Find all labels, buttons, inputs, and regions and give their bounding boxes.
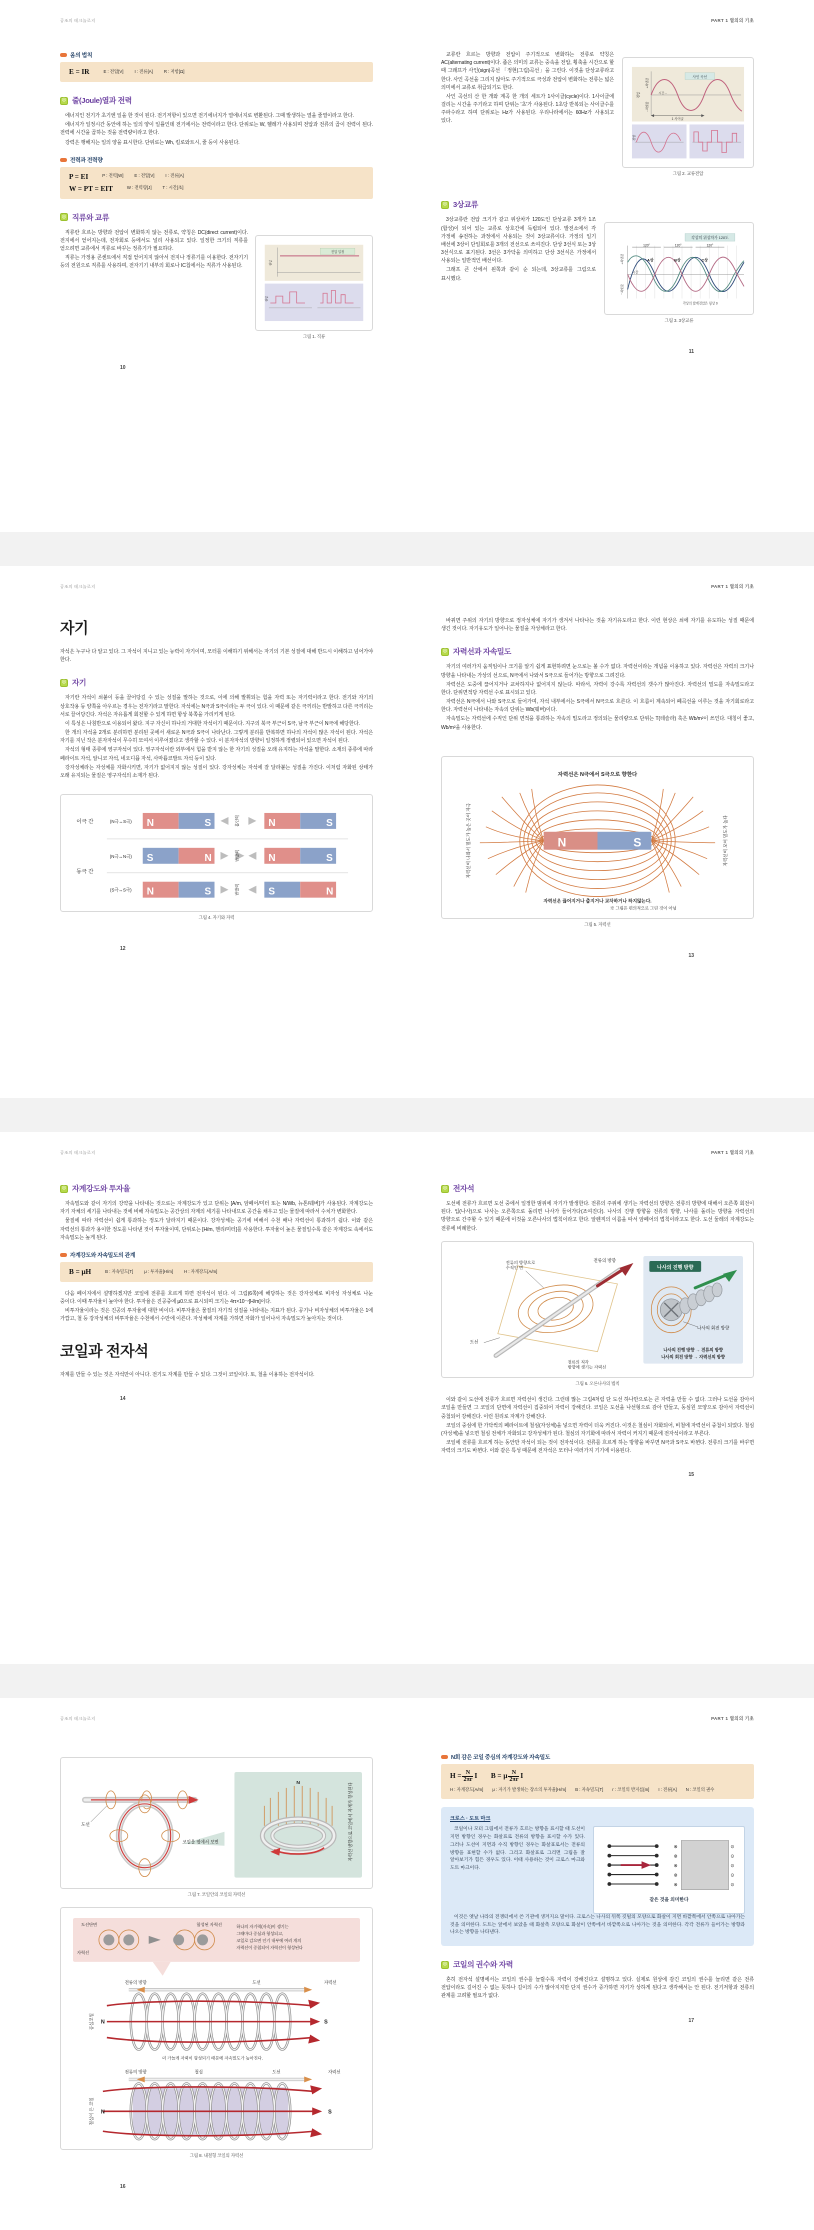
green-square-icon: ◎ bbox=[61, 1185, 67, 1191]
tip-text-column bbox=[450, 1826, 585, 1873]
paragraph: 바뀌면 주위의 자기의 방향으로 정자성체에 자기가 생겨서 나타나는 것을 자기유도라고 한다. 이런 현상은 쇠에 자기를 유도하는 성질 때문에 생긴 것이다. 자기유도가 일어나는 물질을 자성체라고 한다. bbox=[441, 618, 754, 633]
field-lines-svg bbox=[448, 763, 747, 913]
paragraph: 다음 페이지에서 설명하겠지만 코일에 전류를 흐르게 하면 전자석이 된다. 이 그림(6쪽)에 해당하는 것은 강자성체로 비자성 자성체로 나눈 중이다. 이때 투자율이 높아야 한다. 투자율은 진공중에 µ0으로 표시되며 크기는 4π×10⁻⁷[H/m]이다. bbox=[60, 1290, 373, 1306]
svg-text:공심코일: 공심코일 bbox=[88, 2012, 94, 2030]
page-number: 13 bbox=[688, 953, 694, 960]
figure-caption: 그림 7. 코일안의 코일의 자력선 bbox=[187, 1891, 246, 1897]
tip-row bbox=[450, 1826, 745, 1914]
green-square-icon: ◎ bbox=[442, 1961, 448, 1968]
solenoid-svg bbox=[67, 1914, 366, 2143]
def-item: H : 자계강도[A/m] bbox=[184, 1268, 218, 1274]
svg-text:방향에 생기는 자력선: 방향에 생기는 자력선 bbox=[567, 1364, 607, 1370]
svg-text:자력선: 자력선 bbox=[328, 2069, 341, 2075]
paragraph: 물질에 따라 자력선이 쉽게 통과하는 정도가 달라지기 때문이다. 강자성체는 공기에 비해서 수천 배나 자력선이 통과하기 쉽다. 이와 같은 자력선의 통과가 용이한 정도를 나타낸 것이 투자율이며, 단위로는 [H/m, 헨리/미터]를 사용한다. 투자율이 높은 물질일수록 같은 자계강도 속에서도 자속밀도는 높게 된다. bbox=[60, 1218, 373, 1241]
svg-text:도선단면: 도선단면 bbox=[80, 1921, 98, 1927]
paragraph: 사인 곡선의 산 한 개와 계곡 한 개의 세트가 1사이클(cycle)이다. 1사이클에 걸리는 시간을 주기라고 하며 단위는 '초'가 사용된다. 1초당 반복되는 사이클수를 주파수라고 하며 단위로는 Hz가 사용된다. 우리나라에서는 60Hz가 사용되고 있다. bbox=[441, 93, 614, 125]
formula-box-ohms-law bbox=[60, 62, 373, 82]
paragraph: 직류는 가정용 콘센트에서 직접 얻어지지 않아서 전지나 정류기를 이용한다. 전자기기 등의 전원으로 직류를 사용하며, 전자기기 내부의 회로나 IC칩에서는 직류가 사용된다. bbox=[60, 255, 248, 270]
green-square-icon: ◎ bbox=[442, 1185, 448, 1191]
three-phase-ac-svg bbox=[611, 229, 747, 308]
figure-solenoid bbox=[60, 1907, 373, 2150]
svg-text:B상: B상 bbox=[674, 258, 681, 263]
svg-text:N: N bbox=[204, 852, 212, 864]
def-item: r : 코일의 반지름[m] bbox=[612, 1787, 650, 1792]
svg-text:전류의 방향: 전류의 방향 bbox=[593, 1257, 616, 1263]
paragraph: 강자성체라는 자성체를 자화시키면, 자기가 없어지지 않는 성질이 있다. 강자성체는 자석에 잘 달라붙는 성질을 가진다. 이처럼 자화된 상태가 오래 유지되는 물질은 영구자석의 소재가 된다. bbox=[60, 764, 373, 779]
paragraph: 자속밀도는 자력선에 수직인 단위 면적을 통과하는 자속의 밀도라고 정의되는 물리량으로 단위는 T(테슬라) 혹은 Wb/m²이 쓰인다. 대칭이 좋고, Wb/m²을 사용한다. bbox=[441, 716, 754, 731]
formula-title-power bbox=[60, 156, 373, 164]
formula-box-coil-turns bbox=[441, 1764, 754, 1799]
svg-text:+최댓값: +최댓값 bbox=[645, 78, 650, 89]
screw-rule-svg bbox=[448, 1248, 747, 1372]
spread-separator bbox=[0, 532, 814, 566]
formula-title-flux-density bbox=[60, 1251, 373, 1259]
numerator: N bbox=[508, 1770, 519, 1777]
svg-text:코일로 감으면 인기 내부에 여러 개의: 코일로 감으면 인기 내부에 여러 개의 bbox=[236, 1937, 302, 1943]
spread-pages-14-15 bbox=[0, 1132, 814, 1664]
svg-text:N: N bbox=[268, 852, 276, 864]
running-head-right: PART 1 열의의 기초 bbox=[711, 1716, 754, 1721]
section-heading-magnetism bbox=[60, 677, 373, 688]
svg-text:S: S bbox=[204, 886, 212, 898]
svg-text:S: S bbox=[326, 852, 333, 864]
svg-text:같은 것을 의미한다: 같은 것을 의미한다 bbox=[649, 1898, 689, 1904]
svg-text:도선: 도선 bbox=[252, 1979, 261, 1985]
def-item: I : 전류[A] bbox=[134, 68, 153, 74]
running-head-right: PART 1 열의의 기초 bbox=[711, 18, 754, 23]
svg-text:시간: 시간 bbox=[632, 270, 639, 275]
paragraph: 한 개의 자석을 2개로 분리하면 분리된 곳에서 새로운 N극과 S극이 나타난다. 그렇게 분리를 반복하면 하나의 자석이 많은 자석이 된다. 자석은 자기를 지닌 작은 분자자석이 무수히 모여서 이루어졌다고 생각할 수 있다. 이 분자자석의 방향이 일정하게 정렬되어 있으면 자석이 된다. bbox=[60, 730, 373, 745]
spread-pages-10-11 bbox=[0, 0, 814, 532]
spread-separator bbox=[0, 1098, 814, 1132]
svg-text:흡인력: 흡인력 bbox=[234, 815, 240, 827]
svg-text:도선: 도선 bbox=[469, 1339, 479, 1345]
svg-text:전류의 방향으로: 전류의 방향으로 bbox=[505, 1259, 536, 1265]
svg-text:전압: 전압 bbox=[636, 91, 641, 99]
svg-text:120°: 120° bbox=[674, 243, 682, 248]
page-number: 17 bbox=[688, 2017, 694, 2024]
svg-text:하나의 자기력(자속)이 생기는: 하나의 자기력(자속)이 생기는 bbox=[236, 1923, 289, 1929]
formula-equation: B = μH bbox=[69, 1267, 92, 1276]
svg-text:동극 간: 동극 간 bbox=[76, 868, 94, 875]
def-item: B : 자속밀도[T] bbox=[105, 1268, 134, 1274]
tip-paragraph: 이것은 옛날 나라의 전쟁터에서 쓴 기관에 생겨지요 말이다. 크로스는 나사의 뒤쪽 깃털의 모양으로 화살이 지면 바깥쪽에서 안쪽으로 나아가는 것을 의미한다. 도트는 앞에서 보았을 때 화살촉 모양으로 화살이 안쪽에서 바깥쪽으로 나아가는 것을 의미한다. 각각 전류가 들어가는 방향과 나오는 방향을 나타낸다. bbox=[450, 1915, 745, 1936]
svg-text:나사의 진행 방향: 나사의 진행 방향 bbox=[657, 1264, 694, 1271]
formula-title-text: 전력과 전력량 bbox=[70, 157, 103, 164]
orange-bullet-icon bbox=[441, 1755, 448, 1759]
eq2-lhs: B = μ bbox=[490, 1772, 508, 1781]
svg-text:N: N bbox=[100, 2019, 105, 2026]
page-number: 14 bbox=[120, 1395, 126, 1402]
def-item: P : 전력[W] bbox=[102, 173, 124, 179]
section-heading-text: 줄(Joule)열과 전력 bbox=[72, 96, 132, 105]
running-head-right: PART 1 열의의 기초 bbox=[711, 584, 754, 589]
figure-ac-waveform bbox=[622, 57, 754, 168]
svg-text:1 사이클: 1 사이클 bbox=[671, 117, 684, 122]
formula-equation-group bbox=[450, 1770, 523, 1783]
svg-text:⊙: ⊙ bbox=[730, 1854, 735, 1860]
chapter-intro: 자석은 누구나 다 알고 있다. 그 자석이 지니고 있는 능력이 자기이며, 모터를 이해하기 위해서는 자기의 기본 성질에 대해 반드시 이해하고 넘어가야 한다. bbox=[60, 649, 373, 664]
svg-text:N: N bbox=[326, 886, 334, 898]
svg-text:⊙: ⊙ bbox=[730, 1845, 735, 1851]
paragraph: 교류란 흐르는 방향과 전압이 주기적으로 변화하는 전류로 약칭은 AC(alternating current)이다. 좁은 의미의 교류는 중속을 전압, 횡축을 시간으로 할 때 그래프가 사인(sign)곡선 「정현(그림)곡선」을 그린다. 이것을 단상교류라고 한다. 사인 곡선을 그리지 않아도 주기적으로 극성과 전압이 변화하는 전류는 넓은 의미에서 교류로 취급되기도 한다. bbox=[441, 52, 614, 91]
section-heading-text: 직류와 교류 bbox=[72, 212, 109, 222]
paragraph: 그래프 큰 산에서 왼쪽과 같이 순 되는데, 3상교류를 그림으로 표시했다. bbox=[441, 267, 596, 282]
paragraph: 에너지인 전기가 초기엔 일을 한 것이 된다. 전기저항이 있으면 전기에너지가 열에너지로 변환된다. 그때 발생하는 열을 줄열이라고 한다. bbox=[65, 113, 354, 119]
svg-text:전압: 전압 bbox=[631, 134, 636, 141]
page-10 bbox=[0, 18, 407, 518]
svg-text:수직인 면: 수직인 면 bbox=[505, 1264, 524, 1270]
paragraph: 비투자율이라는 것은 진공의 투자율에 대한 비이다. 비투자율은 물질의 자기적 성질을 나타내는 지표가 된다. 공기나 비자성체의 비투자율은 1에 가깝고, 철 등 강자성체의 비투자율은 수천에서 수만에 이른다. 자성체에 자계를 가하면 자화가 일어나서 자속밀도가 높아지는 것이다. bbox=[60, 1308, 373, 1323]
svg-text:N: N bbox=[100, 2108, 105, 2115]
page-number: 12 bbox=[120, 945, 126, 952]
svg-text:전류의 직각: 전류의 직각 bbox=[567, 1359, 589, 1365]
formula-title-coil-turns bbox=[441, 1753, 754, 1761]
paragraph: 자속밀도와 같이 자기의 강약을 나타내는 것으로는 자계강도가 있고 단위는 [A/m, 암페어/미터 또는 N/Wb, 뉴톤/웨버]가 사용된다. 자계강도는 자기 자체의 세기를 나타내는 것에 비해 자속밀도는 공간상의 자계의 세기를 나타내므로 공간을 채우고 있는 물질에 따라서 수치가 변화한다. bbox=[60, 1201, 373, 1216]
svg-text:자력선은 끊어지거나 춥지거나 교차하거나 하지않는다.: 자력선은 끊어지거나 춥지거나 교차하거나 하지않는다. bbox=[543, 898, 652, 904]
paragraph: 혼히 전자석 설명에서는 코일의 권수를 늘릴수록 자력이 강해진다고 설명하고 있다. 실제로 원상에 감긴 코일의 권수를 늘리면 같은 전류 전압이라도 길어진 수 없는 뜻하나 길이의 수가 많아지지만 단지 권수가 증가하면 자기가 상하게 된다고 생각해서는 안 된다. 전기저항과 전류의 관계를 고려할 필요가 없다. bbox=[441, 1977, 754, 2000]
section-heading-coil-turns-force bbox=[441, 1959, 754, 1970]
formula-title-text: N회 감은 코일 중심의 자계강도와 자속밀도 bbox=[451, 1755, 551, 1761]
running-head-left: 공조의 테크놀로지 bbox=[60, 1150, 96, 1155]
svg-text:자력선이 중첩되어 자력선이 형성된다: 자력선이 중첩되어 자력선이 형성된다 bbox=[236, 1944, 303, 1950]
paragraph: 자력선은 도중에 끊어지거나 교차하지나 없어지지 않는다. 따라서, 자력이 강수록 자력선의 갯수가 많아진다. 자력선의 밀도를 자속밀도라고 한다. 단위면적당 자력선 수로 표시되고 있다. bbox=[441, 681, 754, 696]
svg-text:시간→: 시간→ bbox=[658, 91, 668, 96]
eq1-rhs: I bbox=[474, 1772, 478, 1781]
section-heading-field-strength bbox=[60, 1183, 373, 1194]
section-heading-text: 전자석 bbox=[453, 1184, 475, 1193]
svg-text:철심이 든 코일: 철심이 든 코일 bbox=[88, 2097, 94, 2125]
svg-text:⊗: ⊗ bbox=[673, 1854, 678, 1860]
green-square-icon: ◎ bbox=[442, 201, 448, 208]
svg-text:나사의 회전 방향: 나사의 회전 방향 bbox=[697, 1325, 730, 1331]
section-heading-three-phase bbox=[441, 199, 754, 210]
section-heading-text: 자력선과 자속밀도 bbox=[453, 647, 512, 657]
def-item: I : 전류[A] bbox=[658, 1787, 677, 1792]
paragraph: 자기의 여러가지 움직임이나 크기를 알기 쉽게 표현하려면 눈으로는 볼 수가 없다. 자력선이라는 개념을 이용하고 있다. 자력선은 자력의 크기나 방향을 나타내는 가상의 선으로, N극에서 나와서 S극으로 들어가는 방향으로 그려진다. bbox=[441, 664, 754, 679]
svg-text:S: S bbox=[268, 886, 275, 898]
svg-text:전압 일정: 전압 일정 bbox=[331, 249, 345, 254]
running-head-left: 공조의 테크놀로지 bbox=[60, 584, 96, 589]
chapter-intro: 자계를 만들 수 있는 것은 자석만이 아니다. 전기도 자계를 만들 수 있다. 그것이 코일이다. 또, 철을 이용하는 전자석이다. bbox=[60, 1371, 315, 1378]
tip-title: 크로스 · 도트 마크 bbox=[450, 1816, 491, 1823]
figure-caption: 그림 6. 오른나사의 법칙 bbox=[575, 1381, 620, 1387]
svg-text:사인 곡선: 사인 곡선 bbox=[692, 75, 708, 80]
svg-text:120°: 120° bbox=[643, 243, 650, 248]
svg-text:철심: 철심 bbox=[194, 2069, 203, 2075]
svg-text:도선: 도선 bbox=[80, 1821, 90, 1827]
svg-text:전류의 방향: 전류의 방향 bbox=[124, 2069, 147, 2075]
fraction bbox=[462, 1770, 473, 1783]
page-number: 11 bbox=[688, 348, 694, 355]
svg-text:자력선이 나와서 밀도가 높은 곳이 자극: 자력선이 나와서 밀도가 높은 곳이 자극 bbox=[465, 802, 471, 879]
tip-figure-cross-dot bbox=[593, 1826, 745, 1914]
figure-right-hand-screw-rule bbox=[441, 1241, 754, 1379]
svg-text:자력선은 N극에서 S극으로 향한다: 자력선은 N극에서 S극으로 향한다 bbox=[557, 771, 638, 778]
svg-text:⊙: ⊙ bbox=[730, 1883, 735, 1889]
page-11 bbox=[407, 18, 814, 518]
svg-text:120°: 120° bbox=[706, 243, 714, 248]
formula-definitions bbox=[450, 1787, 745, 1793]
section-heading-dc-ac bbox=[60, 212, 373, 223]
svg-text:반발력: 반발력 bbox=[234, 883, 240, 896]
paragraph: 3상교류란 전압 크기가 같고 위상차가 120도인 단상교류 3개가 1조(합성)이 되어 있는 교류로 상호간에 독립되어 있다. 발전소에서 각 가정에 송전하는 과정에서 사용되는 것이 3상교류이다. 가정의 일기 배선에 3상이 단일회로를 3개의 전선으로 쓰여진다. 단상 3선식 또는 3상 3선식으로 표기된다. 3선은 3가닥을 의미하고 단상 3선식은 가정에서 사용되는 일반적인 배선이다. bbox=[441, 217, 596, 265]
svg-text:각상의 위상차가 120도: 각상의 위상차가 120도 bbox=[691, 236, 729, 241]
figure-three-phase-ac bbox=[604, 222, 754, 315]
orange-bullet-icon bbox=[60, 53, 67, 57]
formula-definitions bbox=[103, 69, 184, 75]
section-heading-text: 3상교류 bbox=[453, 200, 479, 210]
def-item: R : 저항[Ω] bbox=[163, 68, 185, 74]
page-number: 10 bbox=[120, 364, 126, 371]
formula-equation: E = IR bbox=[69, 68, 90, 76]
formula-definitions bbox=[105, 1269, 217, 1275]
section-heading-text: 자기 bbox=[72, 678, 87, 688]
formula-definitions bbox=[102, 173, 364, 179]
formula-title-ohms-law bbox=[60, 51, 373, 59]
running-head-right: PART 1 열의의 기초 bbox=[711, 1150, 754, 1155]
numerator: N bbox=[462, 1770, 473, 1777]
formula-box-power bbox=[60, 167, 373, 199]
svg-text:※ 그림은 편의적으로 그린 것이 아님: ※ 그림은 편의적으로 그린 것이 아님 bbox=[610, 905, 677, 911]
svg-text:⊗: ⊗ bbox=[673, 1873, 678, 1879]
def-item: T : 시간[초] bbox=[162, 185, 184, 191]
def-item: W : 전력량[J] bbox=[126, 185, 152, 191]
running-head-left: 공조의 테크놀로지 bbox=[60, 18, 96, 23]
page-number: 15 bbox=[688, 1472, 694, 1479]
def-item: N : 코일의 권수 bbox=[685, 1787, 715, 1792]
eq2-rhs: I bbox=[520, 1772, 524, 1781]
coil-field-svg bbox=[67, 1764, 366, 1882]
svg-text:전압: 전압 bbox=[264, 295, 269, 302]
eq1-lhs: H = bbox=[450, 1772, 462, 1781]
spread-pages-16-17 bbox=[0, 1698, 814, 2230]
page-13 bbox=[407, 584, 814, 1084]
svg-text:N: N bbox=[146, 817, 154, 829]
svg-text:S: S bbox=[324, 2019, 328, 2026]
svg-text:전류의 방향: 전류의 방향 bbox=[124, 1979, 147, 1985]
svg-text:S: S bbox=[633, 835, 642, 850]
def-item: I : 전류[A] bbox=[165, 173, 184, 179]
ac-waveform-svg bbox=[629, 64, 747, 161]
paragraph: 에너지가 일정시간 동안에 하는 일의 양이 일률인데 전기에서는 전력이라고 한다. 단위로는 W, 헬레가 사용되며 전압과 전류의 곱이 전력이 된다. 전력에 시간을 곱하는 것을 전력량이라고 한다. bbox=[60, 122, 373, 137]
svg-text:N: N bbox=[296, 1779, 301, 1786]
figure-caption: 그림 4. 자기와 자력 bbox=[198, 914, 235, 920]
figure-caption: 그림 8. 내철형 코일의 자력선 bbox=[189, 2152, 244, 2158]
figure-magnetic-field-lines bbox=[441, 756, 754, 920]
spread-pages-12-13 bbox=[0, 566, 814, 1098]
paragraph: 코일의 중심에 한 가닥씩의 페라이트에 철심(자성체)을 넣으면 자력이 더욱 커진다. 이것은 철심이 자화되어, 비철에 자력선이 중첩이 되었다. 철심(자성체)을 넣으면 철심 전체가 자화되고 강자성체가 된다. 철심의 자기화에 따라서 자력이 커지기 때문에 전자석이라고 부른다. bbox=[441, 1422, 754, 1437]
svg-text:자력선 방향으로 코일에서 자계가 형성된다: 자력선 방향으로 코일에서 자계가 형성된다 bbox=[348, 1782, 354, 1862]
page-number: 16 bbox=[120, 2183, 126, 2190]
svg-text:(S극↔S극): (S극↔S극) bbox=[110, 887, 132, 893]
def-item: H : 자계강도[A/m] bbox=[450, 1787, 484, 1792]
formula-title-text: 자계강도와 자속밀도의 관계 bbox=[70, 1252, 136, 1259]
denominator: 2πr bbox=[509, 1777, 519, 1783]
formula-equation: W = PT = EIT bbox=[69, 184, 113, 193]
green-square-icon: ◎ bbox=[61, 97, 67, 103]
formula-box-flux-density bbox=[60, 1262, 373, 1282]
svg-text:+최댓값: +최댓값 bbox=[620, 254, 625, 265]
paragraph: 자력선은 N극에서 나와 S극으로 들어가며, 자석 내부에서는 S극에서 N극으로 흐른다. 이 흐름이 계속되어 폐곡선을 이루는 것을 자기회로라고 한다. 자력선이 나타내는 자속의 단위는 Wb(웨버)이다. bbox=[441, 699, 754, 714]
tip-box-cross-dot-mark bbox=[441, 1807, 754, 1946]
svg-text:⊙: ⊙ bbox=[730, 1873, 735, 1879]
svg-text:이극 간: 이극 간 bbox=[76, 818, 94, 825]
svg-text:(N극↔N극): (N극↔N극) bbox=[109, 853, 132, 859]
spread-separator bbox=[0, 1664, 814, 1698]
figure-coil-field bbox=[60, 1757, 373, 1889]
svg-text:⊗: ⊗ bbox=[673, 1864, 678, 1870]
svg-text:S: S bbox=[326, 817, 333, 829]
svg-text:⊙: ⊙ bbox=[730, 1864, 735, 1870]
tip-paragraph: 코일이나 모터 그림에서 전류가 흐르는 방향을 표시할 때 도선이 지면 방향인 경우는 화살표로 전류의 방향을 표시할 수가 있다. 그러나 도선이 지면과 수직 방향인 경우는 화살표로서는 전류의 방향을 표현할 수가 없다. 그리고 화살표로 그리면 그림을 잘 알아보기가 힘든 경우도 있다. 이때 사용하는 것이 크로스 마크와 도트 마크이다. bbox=[450, 1827, 585, 1871]
figure-caption: 그림 5. 자력선 bbox=[584, 922, 611, 928]
svg-text:반발력: 반발력 bbox=[234, 850, 240, 862]
green-square-icon: ◎ bbox=[442, 648, 448, 655]
chapter-title: 코일과 전자석 bbox=[60, 1342, 149, 1360]
svg-text:나사의 회전 방향 → 자력선의 방향: 나사의 회전 방향 → 자력선의 방향 bbox=[661, 1354, 726, 1360]
svg-text:더 가늘게 자력이 형성되기 때문에 자속밀도가 높아진다.: 더 가늘게 자력이 형성되기 때문에 자속밀도가 높아진다. bbox=[162, 2055, 263, 2061]
paragraph: 직류란 흐르는 방향과 전압이 변화하지 않는 전류로, 약칭은 DC(direct current)이다. 전지에서 얻어지는데, 전자회로 등에서도 널리 사용되고 있다. 일정한 크기의 직류를 얻으려면 교류에서 직류로 바꾸는 정류기가 필요하다. bbox=[60, 229, 248, 253]
page-15 bbox=[407, 1150, 814, 1650]
paragraph: 이와 같이 도선에 전류가 흐르면 자력선이 생긴다. 그런데 많는 그림4처럼 단 도선 하나만으로는 큰 자력을 만들 수 없다. 그러나 도선을 감아서 코일을 만들면 그 코일의 단면에 자력선이 집중되어 자력이 강해진다. 코일은 도선을 나선형으로 감아 만들고, 동심원 모양으로 감아서 자력선이 중첩되어 강해진다. 이런 원리로 자계가 강해진다. bbox=[441, 1397, 754, 1420]
svg-text:자력선이 모여 밀도가 높다: 자력선이 모여 밀도가 높다 bbox=[723, 814, 729, 867]
svg-text:자력선: 자력선 bbox=[324, 1979, 337, 1985]
orange-bullet-icon bbox=[60, 158, 67, 162]
figure-caption: 그림 2. 교류전압 bbox=[672, 171, 704, 177]
def-item: B : 자속밀도[T] bbox=[575, 1787, 604, 1792]
section-heading-electromagnet bbox=[441, 1183, 754, 1194]
svg-text:(N극↔S극): (N극↔S극) bbox=[109, 818, 132, 824]
page-17 bbox=[407, 1716, 814, 2216]
svg-text:합성된 자력선: 합성된 자력선 bbox=[196, 1921, 222, 1927]
svg-text:S: S bbox=[328, 2108, 332, 2115]
page-12 bbox=[0, 584, 407, 1084]
section-heading-text: 코일의 권수와 자력 bbox=[453, 1960, 513, 1970]
svg-text:⊗: ⊗ bbox=[673, 1845, 678, 1851]
svg-text:그때마다 중심과 형성되고,: 그때마다 중심과 형성되고, bbox=[236, 1930, 284, 1936]
figure-caption: 그림 1. 직류 bbox=[302, 333, 326, 339]
figure-caption: 그림 3. 3상교류 bbox=[664, 317, 694, 323]
svg-text:전압: 전압 bbox=[268, 259, 273, 266]
formula-definitions bbox=[127, 185, 364, 191]
denominator: 2πr bbox=[463, 1777, 473, 1783]
def-item: μ : 투자율[H/m] bbox=[144, 1268, 174, 1274]
paragraph: 도선에 전류가 흐르면 도선 중에서 일정한 범위에 자기가 발생한다. 전류의 주위에 생기는 자력선의 방향은 전류의 방향에 대해서 오른쪽 회전이 된다. 입(나사)으로 나사는 오른쪽으로 돌리면 나사가 들어가다(조여진다). 나사의 진행 방향을 전류의 방향, 나사를 돌리는 방향을 자력선의 방향으로 간주할 수 있기 때문에 이것을 오른나사의 법칙이라고 한다. 알렌직의 이름을 따서 암페어의 법칙이라고도 한다. 도선 둘레의 자계강도는 전류에 비례한다. bbox=[441, 1201, 754, 1232]
running-head-left: 공조의 테크놀로지 bbox=[60, 1716, 96, 1721]
svg-text:−최댓값: −최댓값 bbox=[645, 101, 650, 112]
paragraph: 자석의 형태 종류에 영구자석이 있다. 영구자석이란 외부에서 힘을 받지 않는 한 자기의 성질을 오래 유지하는 자석을 말한다. 소재의 종류에 따라 페라이트 자석, 알니코 자석, 네오디뮴 자석, 사마륨코발트 자석 등이 있다. bbox=[60, 747, 373, 762]
magnet-poles-svg bbox=[67, 801, 366, 905]
svg-text:S: S bbox=[146, 852, 154, 864]
svg-text:⊗: ⊗ bbox=[673, 1883, 678, 1889]
page-16 bbox=[0, 1716, 407, 2216]
section-heading-text: 자계강도와 투자율 bbox=[72, 1184, 131, 1193]
svg-text:N: N bbox=[146, 886, 154, 898]
svg-text:코일을 옆에서 보면: 코일을 옆에서 보면 bbox=[182, 1839, 219, 1845]
def-item: E : 전압[V] bbox=[103, 68, 124, 74]
dc-waveform-svg bbox=[262, 242, 366, 324]
svg-text:N: N bbox=[268, 817, 276, 829]
green-square-icon: ◎ bbox=[61, 679, 67, 686]
chapter-title: 자기 bbox=[60, 620, 89, 637]
section-heading-joule-heat bbox=[60, 95, 373, 106]
svg-text:자력선: 자력선 bbox=[76, 1949, 90, 1955]
section-heading-flux-lines bbox=[441, 646, 754, 657]
paragraph: 이 특성은 나침반으로 이용되어 왔다. 지구 자신이 하나의 거대한 자석이기 때문이다. 지구의 북극 부근이 S극, 남극 부근이 N극에 해당한다. bbox=[65, 720, 360, 727]
svg-text:각상의 합계전압은 항상 0: 각상의 합계전압은 항상 0 bbox=[682, 301, 718, 306]
svg-text:C상: C상 bbox=[701, 258, 708, 263]
svg-text:도선: 도선 bbox=[272, 2069, 281, 2075]
fraction bbox=[508, 1770, 519, 1783]
cross-dot-svg bbox=[598, 1831, 740, 1909]
orange-bullet-icon bbox=[60, 1253, 67, 1257]
formula-equation: P = EI bbox=[69, 172, 89, 181]
paragraph: 코일에 전류를 흐르게 하는 동안만 자석이 되는 것이 전자석이다. 전류를 흐르게 하는 방향을 바꾸면 N극과 S극도 바뀐다. 전류의 크기를 바꾸면 자력의 크기도 바뀐다. 이와 같은 특성 때문에 전자석은 모터나 여러가지 기기에 이용된다. bbox=[441, 1440, 754, 1455]
svg-text:−최댓값: −최댓값 bbox=[620, 284, 625, 296]
paragraph: 강력은 행해지는 일의 양을 표시한다. 단위로는 Wh, 킬로와트시, 줄 등이 사용된다. bbox=[65, 139, 240, 146]
svg-text:A상: A상 bbox=[647, 258, 654, 263]
figure-magnet-attraction-repulsion bbox=[60, 794, 373, 912]
green-square-icon: ◎ bbox=[61, 213, 67, 220]
paragraph: 자기란 자석이 쇠붙이 등을 끌어당길 수 있는 성질을 말하는 것으로, 이에 의해 발휘되는 힘을 자력 또는 자기력이라고 한다. 전기와 자기의 상호작용 등 양쪽을 아우르는 경우는 전자기라고 말한다. 자석에는 N극과 S극이라는 두 극이 있다. 이 때문에 같은 극끼리는 반발하고 다른 극끼리는 서로 끌어당긴다. 자석은 자유롭게 회전할 수 있게 하면 항상 북쪽을 가리키게 된다. bbox=[60, 695, 373, 718]
svg-text:S: S bbox=[204, 817, 212, 829]
def-item: E : 전압[V] bbox=[134, 173, 155, 179]
page-14 bbox=[0, 1150, 407, 1650]
svg-text:N: N bbox=[557, 835, 567, 850]
figure-dc-waveform bbox=[255, 235, 373, 331]
def-item: μ : 자기가 발생하는 장소의 투자율[H/m] bbox=[492, 1787, 567, 1792]
formula-title-text: 옴의 법칙 bbox=[70, 53, 93, 59]
svg-text:나사의 진행 방향 → 전류의 방향: 나사의 진행 방향 → 전류의 방향 bbox=[663, 1347, 723, 1353]
